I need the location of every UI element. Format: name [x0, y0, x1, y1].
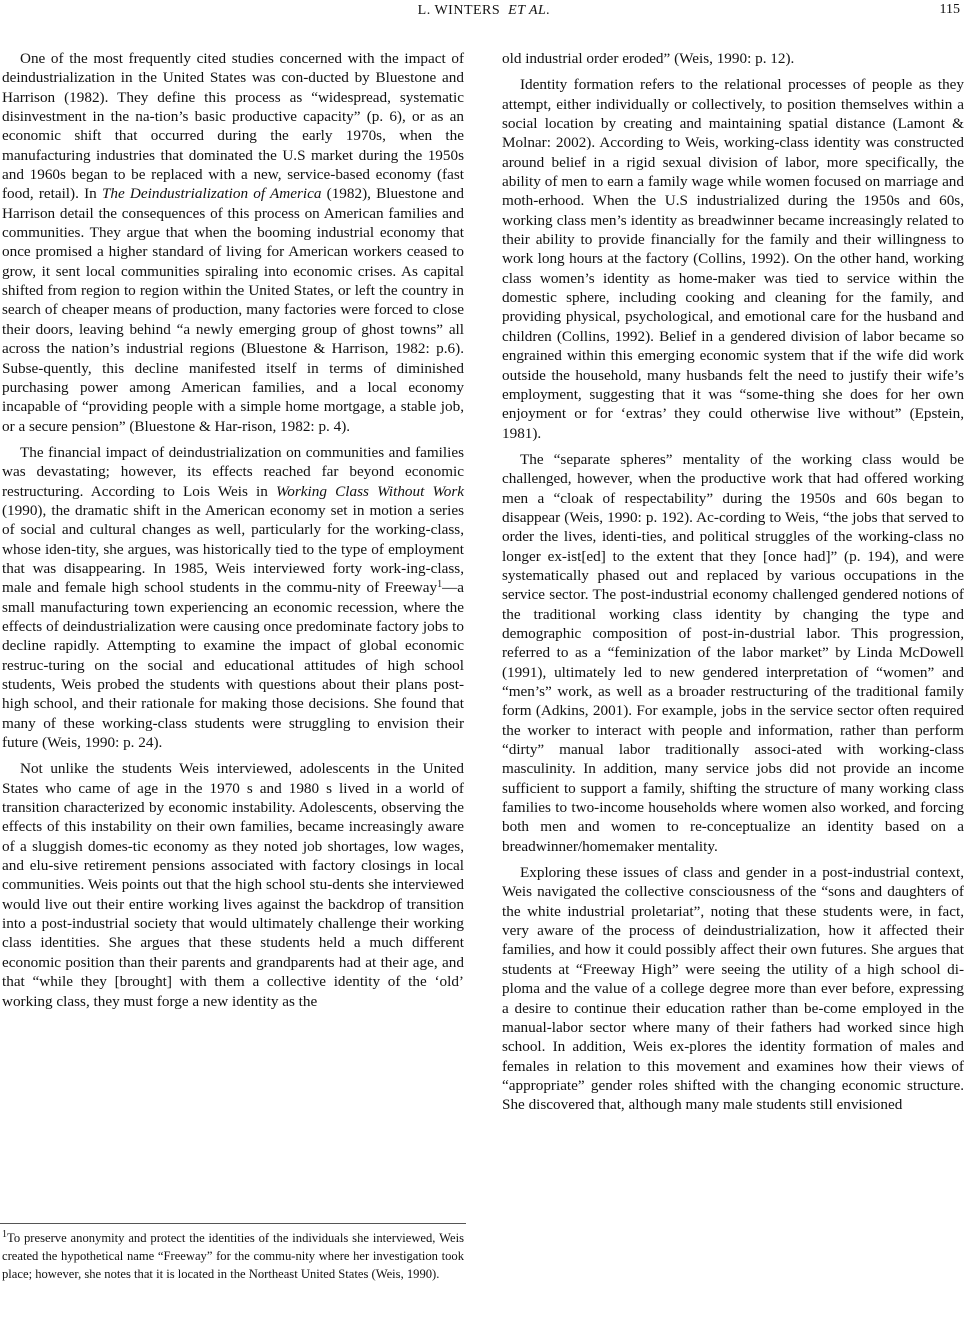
- right-column: [502, 49, 964, 1115]
- footnote-marker: 1: [437, 579, 443, 591]
- footnote-text: To preserve anonymity and protect the identities of the individuals she interviewed, Weis created the hypothetical name “Freeway” for the commu-nity where her investigation took place; however, she notes that it is located in the Northeast United States (Weis, 1990).: [2, 1231, 464, 1281]
- paragraph: [2, 443, 464, 753]
- paragraph-text: (1982), Bluestone and Harrison detail the consequences of this process on American families and communities. They argue that when the booming industrial economy that once promised a higher standard of living for American workers ceased to grow, it sent local communities spiraling into economic crises. As capital shifted from region to region within the United States, or left the country in search of cheaper means of production, many factories were forced to close their doors, leaving behind “a newly emerging group of ghost towns” all across the nation’s industrial regions (Bluestone & Harrison, 1982: p.6). Subse-quently, this decline manifested itself in terms of diminished purchasing power among American families, and a local economy incapable of “providing people with a simple home mortgage, a stable job, or a secure pension” (Bluestone & Har-rison, 1982: p. 4).: [2, 185, 464, 435]
- paragraph-text: The financial impact of deindustrialization on communities and families was devastating; however, its effects reached far beyond economic restructuring. According to Lois Weis in: [2, 443, 464, 500]
- paragraph-text: —a small manufacturing town experiencing an economic recession, where the effects of deindustrialization were causing once predominate factory jobs to decline rapidly. Attempting to examine the impact of global economic restruc-turing on the social and educational attitudes of high school students, Weis probed the students with questions about their plans post-high school, and their rationale for making those decisions. She found that many of these working-class students were struggling to envision their future (Weis, 1990: p. 24).: [2, 579, 464, 752]
- running-head: [0, 0, 968, 24]
- paragraph: [2, 49, 464, 436]
- page-number: 115: [939, 2, 960, 17]
- footnote: [2, 1229, 464, 1283]
- author-etal: ET AL.: [508, 3, 551, 18]
- book-title: The Deindustrialization of America: [101, 185, 322, 203]
- footnote-divider: [0, 1223, 466, 1224]
- paragraph-text: One of the most frequently cited studies concerned with the impact of deindustrialization in the United States was con-ducted by Bluestone and Harrison (1982). They define this process as “widespread, systematic disinvestment in the na-tion’s basic productive capacity” (p. 6), or as an economic shift that occurred during the early 1970s, when the manufacturing industries that dominated the U.S market during the 1950s and 1960s began to be replaced with a new, service-based economy (fast food, retail). In: [2, 50, 464, 203]
- paragraph: Exploring these issues of class and gender in a post-industrial context, Weis navigated the collective consciousness of the “sons and daughters of the white industrial proletariat”, noting that these students were, in fact, very aware of the process of deindustrialization, how it affected their families, and how it could possibly affect their own futures. She argues that students at “Freeway High” were seeing the utility of a high school di-ploma and the value of a college degree more than ever before, expressing a desire to continue their education rather than be-come employed in the manual-labor sector where many of their fathers had worked since high school. In addition, Weis ex-plores the identity formation of males and females in relation to this movement and examines how their views of “appropriate” gender roles shifted with the changing economic structure. She discovered that, although many male students still envisioned: [502, 864, 964, 1114]
- paragraph-text: (1990), the dramatic shift in the American economy set in motion a series of social and cultural changes as well, particularly for the working-class, whose iden-tity, she argues, was historically tied to the type of employment that was disappearing. In 1985, Weis interviewed forty work-ing-class, male and female high school students in the commu-nity of Freeway: [2, 501, 464, 597]
- paragraph: The “separate spheres” mentality of the working class would be challenged, however, when the productive work that had offered working men a “cloak of respectability” during the 1950s and 60s began to disappear (Weis, 1990: p. 192). Ac-cording to Weis, “the jobs that served to order the lives, identi-ties, and political struggles of the working-class no longer ex-ist[ed] to the extent that they [once had]” (p. 194), and were systematically phased out and replaced by various occupations in the service sector. The post-industrial economy challenged gendered notions of the traditional working class identity by changing the type and demographic composition of post-in-dustrial labor. This progression, referred to as a “feminization of the labor market” by Linda McDowell (1991), ultimately led to new gendered interpretation of “women” and “men’s” work, as well as a broader restructuring of the traditional family form (Adkins, 2001). For example, jobs in the service sector often required the worker to interact with people and information, rather than perform “dirty” manual labor traditionally associ-ated with working-class masculinity. In addition, many service jobs did not provide an income sufficient to support a family, shifting the structure of many working class families to two-income households where women also worked, and forcing both men and women to re-conceptualize an identity based on a breadwinner/homemaker mentality.: [502, 450, 964, 855]
- paragraph: Identity formation refers to the relational processes of people as they attempt, either individually or collectively, to position themselves within a social location by creating and maintaining spatial distance (Lamont & Molnar: 2002). According to Weis, working-class identity was constructed around belief in a rigid sexual division of labor, more specifically, the ability of men to earn a family wage while women focused on marriage and moth-erhood. When the U.S industrialized during the 1950s and 60s, working class men’s identity as breadwinner became increasingly related to their ability to provide financially for the family and their willingness to work long hours at the factory (Collins, 1992). On the other hand, working class women’s identity as home-maker was tied to service within the domestic sphere, including cooking and cleaning for the family, and providing physical, psychological, and emotional care for the husband and children (Collins, 1992). Belief in a gendered division of labor became so engrained within this emerging economic system that if the wife did work outside the household, many husbands felt the need to justify their wife’s employment, suggesting that it was “some-thing she does for her own enjoyment or for ‘extras’ they could otherwise live without” (Epstein, 1981).: [502, 76, 964, 442]
- book-title: Working Class Without Work: [276, 482, 464, 500]
- running-head-authors: [0, 3, 968, 19]
- footnote-number: 1: [2, 1229, 7, 1240]
- author-name: L. WINTERS: [417, 3, 501, 18]
- paragraph: Not unlike the students Weis interviewed, adolescents in the United States who came of age in the 1970 s and 1980 s lived in a world of transition characterized by economic instability. Adolescents, observing the effects of this instability on their own families, became increasingly aware of a sluggish domes-tic economy as they noted job shortages, low wages, and elu-sive retirement pensions associated with factory closings in local communities. Weis points out that the high school stu-dents she interviewed would live out their entire working lives against the backdrop of transition into a post-industrial society that would ultimately challenge their working class identities. She argues that these students held a much different economic position than their parents and grandparents had at their age, and that “while they [brought] with them a collective identity of the ‘old’ working class, they must forge a new identity as the: [2, 760, 464, 1010]
- paragraph-continued: old industrial order eroded” (Weis, 1990: p. 12).: [502, 50, 795, 67]
- left-column: [2, 49, 464, 1011]
